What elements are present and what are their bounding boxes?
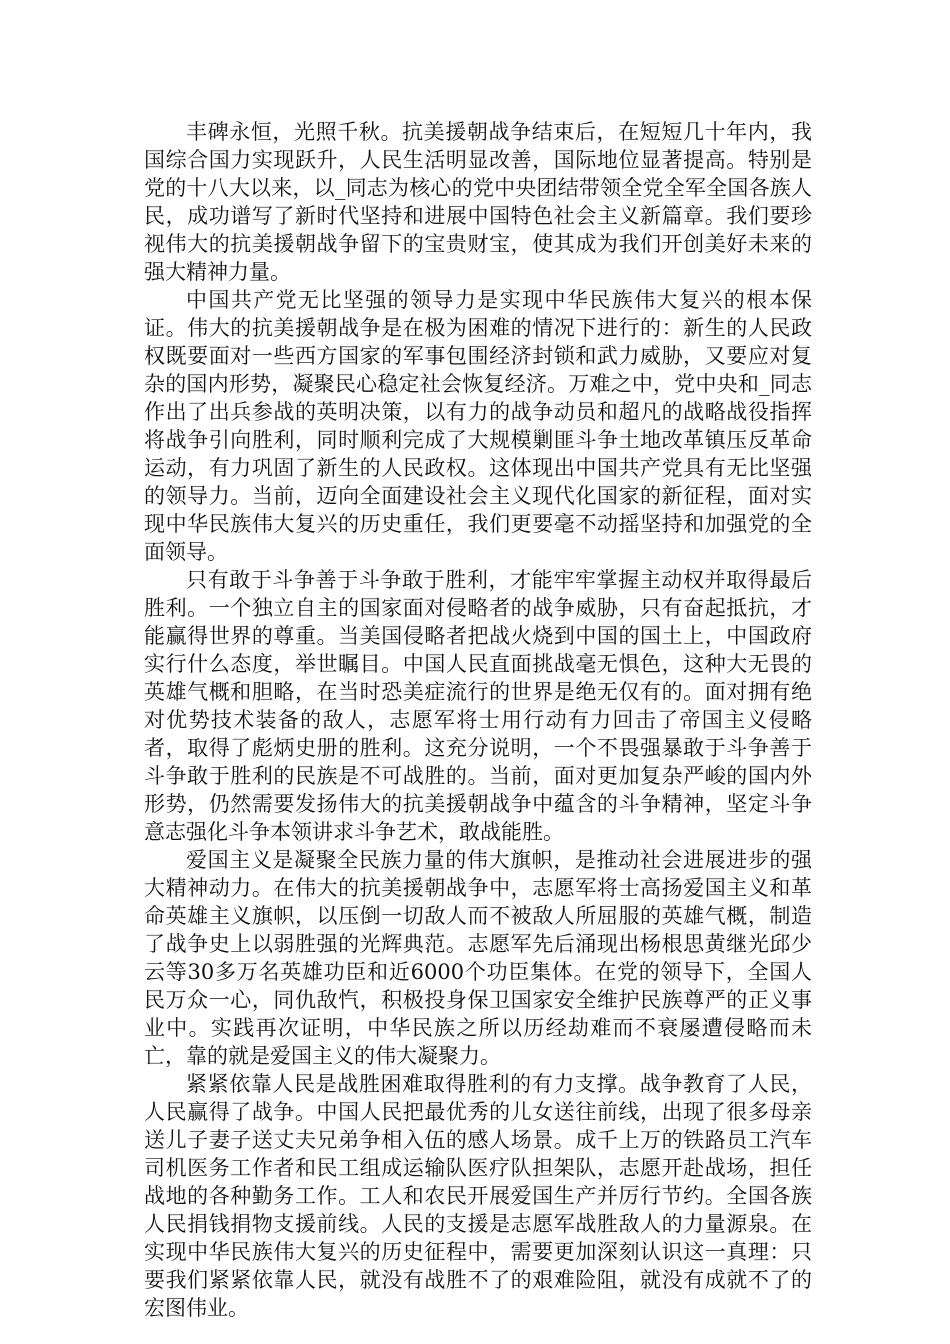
document-body [144, 118, 812, 1322]
paragraph-2: 中国共产党无比坚强的领导力是实现中华民族伟大复兴的根本保证。伟大的抗美援朝战争是在极为困难的情况下进行的：新生的人民政权既要面对一些西方国家的军事包围经济封锁和武力威胁，又要应对复杂的国内形势，凝聚民心稳定社会恢复经济。万难之中，党中央和_同志作出了出兵参战的英明决策，以有力的战争动员和超凡的战略战役指挥将战争引向胜利，同时顺利完成了大规模剿匪斗争土地改革镇压反革命运动，有力巩固了新生的人民政权。这体现出中国共产党具有无比坚强的领导力。当前，迈向全面建设社会主义现代化国家的新征程，面对实现中华民族伟大复兴的历史重任，我们更要毫不动摇坚持和加强党的全面领导。 [144, 288, 812, 564]
paragraph-5: 紧紧依靠人民是战胜困难取得胜利的有力支撑。战争教育了人民，人民赢得了战争。中国人民把最优秀的儿女送往前线，出现了很多母亲送儿子妻子送丈夫兄弟争相入伍的感人场景。成千上万的铁路员工汽车司机医务工作者和民工组成运输队医疗队担架队，志愿开赴战场，担任战地的各种勤务工作。工人和农民开展爱国生产并厉行节约。全国各族人民捐钱捐物支援前线。人民的支援是志愿军战胜敌人的力量源泉。在实现中华民族伟大复兴的历史征程中，需要更加深刻认识这一真理：只要我们紧紧依靠人民，就没有战胜不了的艰难险阻，就没有成就不了的宏图伟业。 [144, 1072, 812, 1320]
paragraph-1: 丰碑永恒，光照千秋。抗美援朝战争结束后，在短短几十年内，我国综合国力实现跃升，人民生活明显改善，国际地位显著提高。特别是党的十八大以来，以_同志为核心的党中央团结带领全党全军全国各族人民，成功谱写了新时代坚持和进展中国特色社会主义新篇章。我们要珍视伟大的抗美援朝战争留下的宝贵财宝，使其成为我们开创美好未来的强大精神力量。 [144, 120, 812, 284]
paragraph-3: 只有敢于斗争善于斗争敢于胜利，才能牢牢掌握主动权并取得最后胜利。一个独立自主的国家面对侵略者的战争威胁，只有奋起抵抗，才能赢得世界的尊重。当美国侵略者把战火烧到中国的国土上，中国政府实行什么态度，举世瞩目。中国人民直面挑战毫无惧色，这种大无畏的英雄气概和胆略，在当时恐美症流行的世界是绝无仅有的。面对拥有绝对优势技术装备的敌人，志愿军将士用行动有力回击了帝国主义侵略者，取得了彪炳史册的胜利。这充分说明，一个不畏强暴敢于斗争善于斗争敢于胜利的民族是不可战胜的。当前，面对更加复杂严峻的国内外形势，仍然需要发扬伟大的抗美援朝战争中蕴含的斗争精神，坚定斗争意志强化斗争本领讲求斗争艺术，敢战能胜。 [144, 568, 812, 844]
paragraph-4: 爱国主义是凝聚全民族力量的伟大旗帜，是推动社会进展进步的强大精神动力。在伟大的抗美援朝战争中，志愿军将士高扬爱国主义和革命英雄主义旗帜，以压倒一切敌人而不被敌人所屈服的英雄气概，制造了战争史上以弱胜强的光辉典范。志愿军先后涌现出杨根思黄继光邱少云等30多万名英雄功臣和近6000个功臣集体。在党的领导下，全国人民万众一心，同仇敌忾，积极投身保卫国家安全维护民族尊严的正义事业中。实践再次证明，中华民族之所以历经劫难而不衰屡遭侵略而未亡，靠的就是爱国主义的伟大凝聚力。 [144, 848, 812, 1068]
